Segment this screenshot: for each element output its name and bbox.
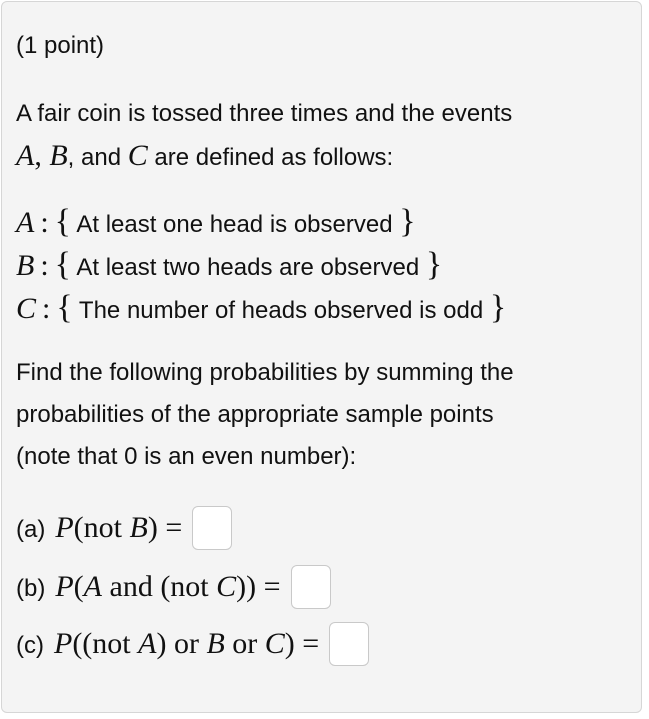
left-brace: { [54, 203, 71, 240]
and-text: , and [67, 144, 128, 171]
event-b-text: At least two heads are observed [76, 254, 420, 281]
answer-b-input[interactable] [291, 565, 331, 609]
comma-1: , [34, 139, 50, 172]
event-b-row [16, 243, 506, 286]
intro-tail: are defined as follows: [147, 144, 394, 171]
left-brace: { [56, 289, 73, 326]
question-a-row [16, 502, 232, 554]
intro-line-1: A fair coin is tossed three times and the events [16, 100, 513, 127]
question-a-expression: P(not B) = [55, 511, 183, 544]
answer-a-input[interactable] [192, 506, 232, 550]
colon: : [40, 249, 49, 282]
right-brace: } [399, 203, 416, 240]
var-a: A [16, 139, 35, 172]
instructions-line-1: Find the following probabilities by summing the [16, 359, 514, 386]
var-c: C [127, 139, 148, 172]
question-b-expression: P(A and (not C)) = [55, 570, 281, 603]
question-c-row [16, 618, 369, 670]
event-c-text: The number of heads observed is odd [78, 297, 484, 324]
instructions-paragraph [16, 352, 514, 478]
event-c-var: C [16, 292, 37, 325]
event-a-var: A [16, 206, 35, 239]
question-card [1, 1, 642, 713]
question-c-expression: P((not A) or B or C) = [53, 627, 320, 660]
right-brace: } [489, 289, 507, 326]
question-a-label: (a) [16, 516, 46, 543]
intro-paragraph [16, 93, 512, 179]
answer-c-input[interactable] [329, 622, 369, 666]
colon: : [40, 206, 49, 239]
points-label: (1 point) [16, 32, 105, 59]
left-brace: { [54, 246, 71, 283]
question-c-label: (c) [16, 632, 44, 659]
event-a-text: At least one head is observed [76, 211, 393, 238]
instructions-line-2: probabilities of the appropriate sample points [16, 401, 494, 428]
event-a-row [16, 200, 506, 243]
event-b-var: B [16, 249, 35, 282]
question-b-label: (b) [16, 575, 46, 602]
question-b-row [16, 561, 331, 613]
instructions-line-3: (note that 0 is an even number): [16, 443, 357, 470]
event-c-row [16, 286, 506, 329]
event-definitions [16, 200, 506, 329]
colon: : [42, 292, 51, 325]
intro-line-2 [16, 135, 512, 179]
var-b: B [49, 139, 68, 172]
right-brace: } [425, 246, 443, 283]
